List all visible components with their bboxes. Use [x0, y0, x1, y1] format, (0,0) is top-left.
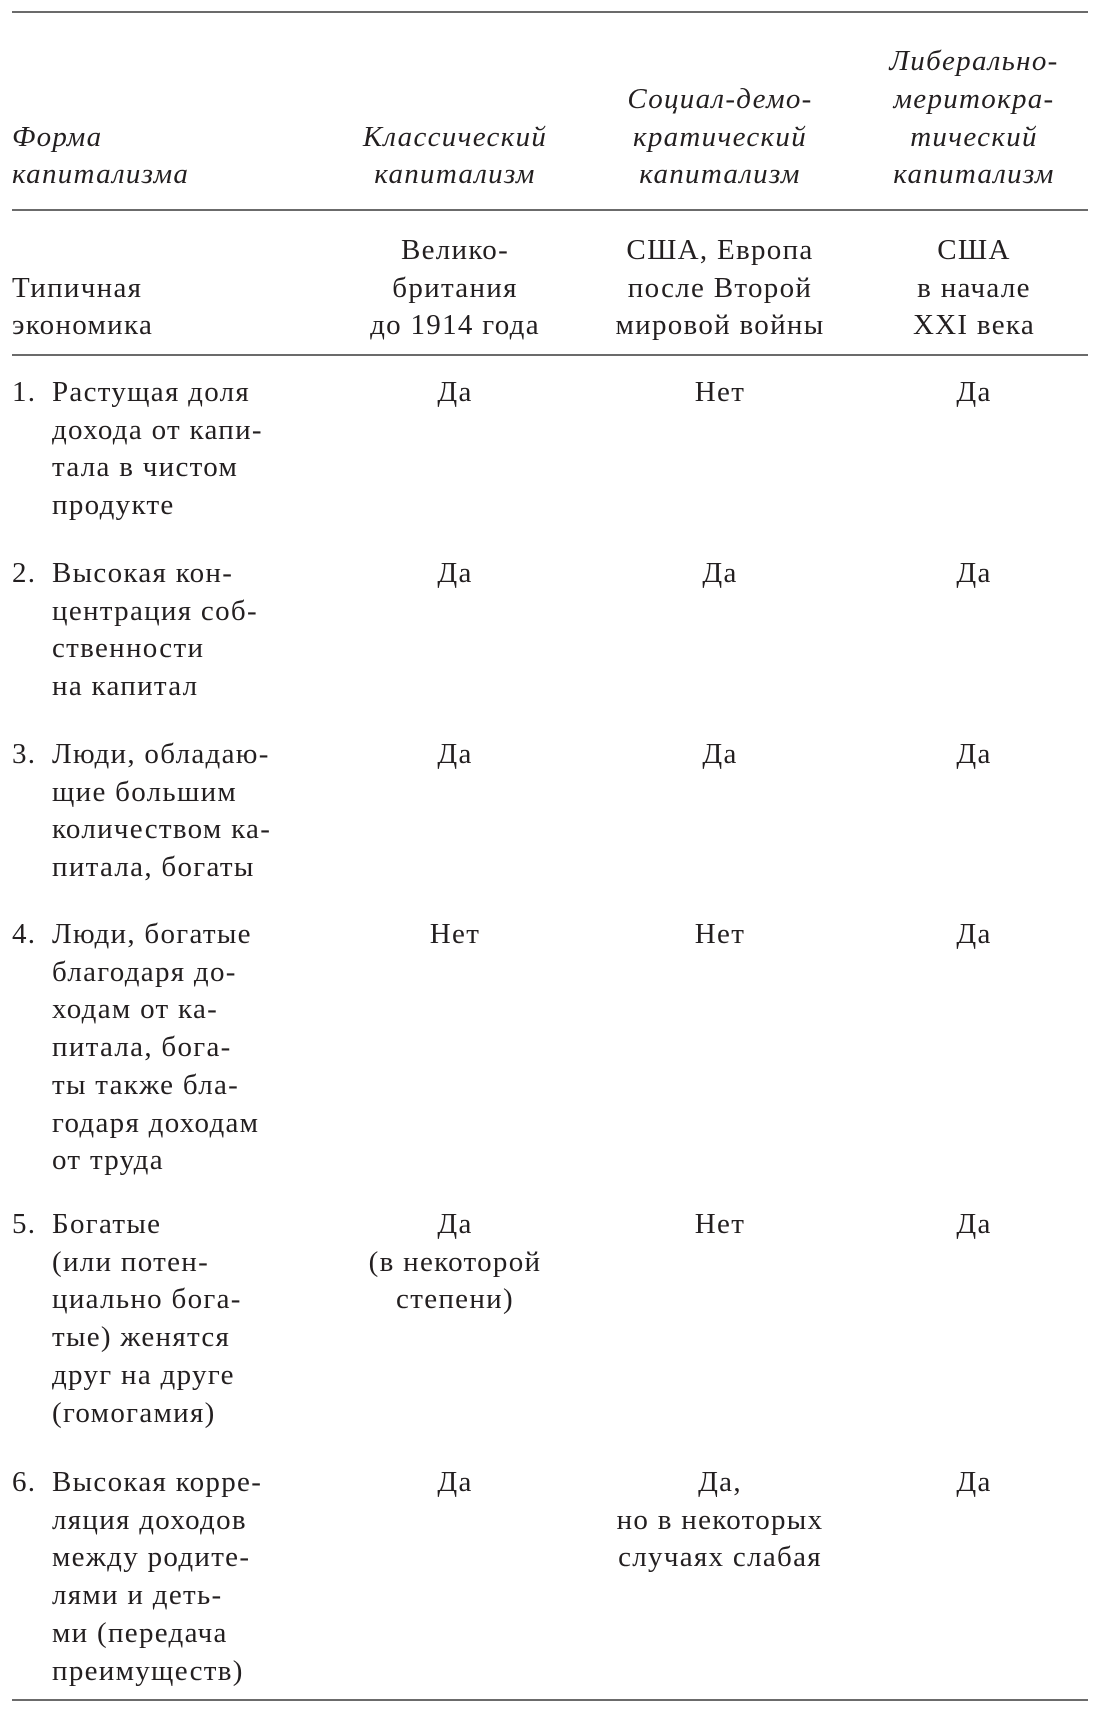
- value-liberal-meritocratic: Да: [956, 738, 992, 770]
- header-rule: [12, 209, 1088, 211]
- economy-liberal-meritocratic: США в начале XXI века: [912, 233, 1036, 342]
- economy-row: [12, 215, 1088, 345]
- table-row: [12, 374, 1088, 525]
- header-liberal-meritocratic: Либерально- меритокра- тический капитализм: [889, 45, 1059, 191]
- row-criterion: [12, 555, 330, 706]
- table-row: [12, 555, 1088, 706]
- row-number: 3.: [12, 738, 37, 770]
- row-number: 1.: [12, 376, 37, 408]
- economy-label: Типичная экономика: [12, 271, 154, 342]
- value-liberal-meritocratic: Да: [956, 918, 992, 950]
- value-classic: Да (в некоторой степени): [368, 1208, 542, 1316]
- value-classic: Да: [437, 1466, 473, 1498]
- value-classic: Да: [437, 738, 473, 770]
- row-criterion: [12, 1206, 330, 1432]
- economy-social-democratic: США, Европа после Второй мировой войны: [615, 233, 825, 342]
- row-number: 2.: [12, 557, 37, 589]
- value-social-democratic: Да, но в некоторых случаях слабая: [616, 1466, 824, 1574]
- value-liberal-meritocratic: Да: [956, 1208, 992, 1240]
- row-criterion: [12, 736, 330, 887]
- value-liberal-meritocratic: Да: [956, 376, 992, 408]
- table-row: [12, 736, 1088, 887]
- table-row: [12, 1464, 1088, 1690]
- row-number: 5.: [12, 1208, 37, 1240]
- row-criterion: [12, 916, 330, 1180]
- row-label: Люди, обладаю- щие большим количеством ка- питала, богаты: [52, 738, 272, 884]
- row-number: 4.: [12, 918, 37, 950]
- row-criterion: [12, 1464, 330, 1690]
- header-row: [12, 36, 1088, 194]
- row-label: Высокая корре- ляция доходов между родите- лями и деть- ми (передача преимуществ): [52, 1466, 263, 1687]
- value-social-democratic: Нет: [694, 376, 746, 408]
- header-social-democratic: Социал-демо- кратический капитализм: [627, 82, 813, 191]
- row-criterion: [12, 374, 330, 525]
- value-classic: Да: [437, 557, 473, 589]
- row-label: Растущая доля дохода от капи- тала в чистом продукте: [52, 376, 263, 522]
- value-social-democratic: Да: [702, 557, 738, 589]
- body-rule: [12, 354, 1088, 356]
- table-row: [12, 1206, 1088, 1432]
- value-classic: Нет: [429, 918, 481, 950]
- header-classic: Классический капитализм: [362, 120, 548, 191]
- row-label: Люди, богатые благодаря до- ходам от ка- питала, бога- ты также бла- годаря доходам от труда: [52, 918, 260, 1177]
- value-social-democratic: Да: [702, 738, 738, 770]
- row-label: Высокая кон- центрация соб- ственности на капитал: [52, 557, 258, 703]
- value-social-democratic: Нет: [694, 1208, 746, 1240]
- value-social-democratic: Нет: [694, 918, 746, 950]
- value-classic: Да: [437, 376, 473, 408]
- row-number: 6.: [12, 1466, 37, 1498]
- bottom-rule: [12, 1699, 1088, 1701]
- value-liberal-meritocratic: Да: [956, 1466, 992, 1498]
- row-label: Богатые (или потен- циально бога- тые) женятся друг на друге (гомогамия): [52, 1208, 242, 1429]
- economy-classic: Велико- британия до 1914 года: [370, 233, 540, 342]
- table-row: [12, 916, 1088, 1180]
- value-liberal-meritocratic: Да: [956, 557, 992, 589]
- top-rule: [12, 11, 1088, 13]
- header-label: Форма капитализма: [12, 120, 190, 191]
